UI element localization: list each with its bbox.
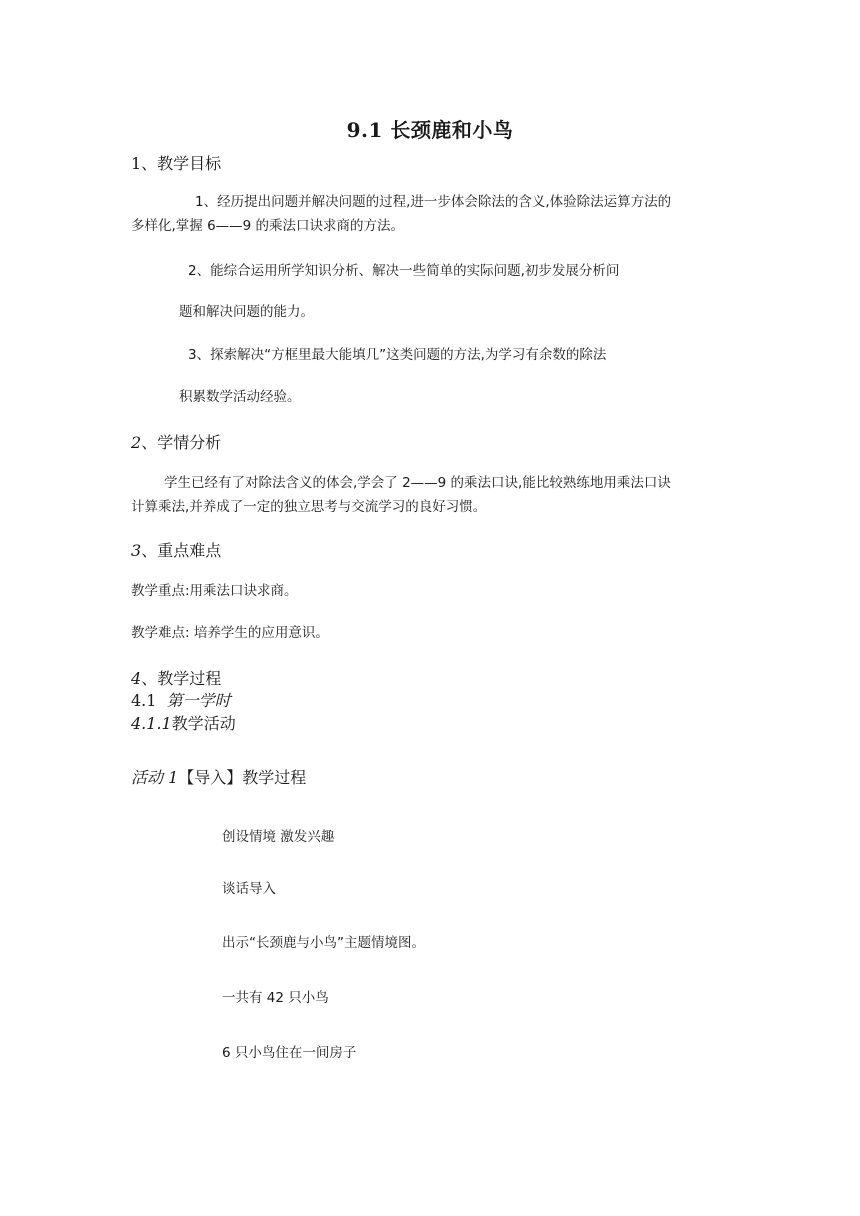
activity-heading [131, 765, 306, 788]
subheading-number: 4.1.1 [131, 714, 172, 733]
section-heading-teaching-goals: 1、教学目标 [131, 154, 222, 173]
goal-2-line-2: 题和解决问题的能力。 [179, 304, 314, 320]
subheading-text: 第一学时 [166, 691, 231, 710]
activity-item: 一共有 42 只小鸟 [222, 990, 329, 1006]
student-analysis-line-2: 计算乘法,并养成了一定的独立思考与交流学习的良好习惯。 [131, 499, 487, 515]
activity-item: 创设情境 激发兴趣 [222, 829, 335, 845]
activity-item: 出示“长颈鹿与小鸟”主题情境图。 [222, 935, 425, 951]
section-heading-student-analysis [131, 430, 221, 453]
student-analysis-line-1: 学生已经有了对除法含义的体会,学会了 2——9 的乘法口诀,能比较熟练地用乘法口诀 [164, 475, 671, 491]
section-heading-text: 、重点难点 [141, 541, 222, 560]
document-title: 9.1 长颈鹿和小鸟 [346, 118, 514, 142]
activity-item: 6 只小鸟住在一间房子 [222, 1045, 357, 1061]
goal-3-line-1: 3、探索解决“方框里最大能填几”这类问题的方法,为学习有余数的除法 [188, 347, 607, 363]
section-heading-key-points [131, 538, 221, 561]
goal-2-line-1: 2、能综合运用所学知识分析、解决一些简单的实际问题,初步发展分析问 [188, 263, 620, 279]
goal-3-line-2: 积累数学活动经验。 [179, 389, 301, 405]
subheading-teaching-activity [131, 711, 236, 734]
subheading-number: 4.1 [131, 691, 157, 710]
activity-text: 【导入】教学过程 [178, 768, 307, 787]
subheading-text: 教学活动 [171, 714, 236, 733]
section-heading-text: 、学情分析 [141, 433, 222, 452]
subheading-first-lesson [131, 688, 231, 711]
goal-1-line-2: 多样化,掌握 6——9 的乘法口诀求商的方法。 [131, 218, 405, 234]
section-number: 3 [131, 541, 142, 560]
section-number: 2 [131, 433, 142, 452]
activity-item: 谈话导入 [222, 881, 276, 897]
section-heading-text: 、教学过程 [141, 669, 222, 688]
section-heading-teaching-process [131, 666, 221, 689]
activity-prefix: 活动 1 [131, 768, 179, 787]
difficulty-text: 教学难点: 培养学生的应用意识。 [131, 625, 329, 641]
key-point-text: 教学重点:用乘法口诀求商。 [131, 583, 298, 599]
section-number: 4 [131, 669, 142, 688]
goal-1-line-1: 1、经历提出问题并解决问题的过程,进一步体会除法的含义,体验除法运算方法的 [195, 194, 672, 210]
